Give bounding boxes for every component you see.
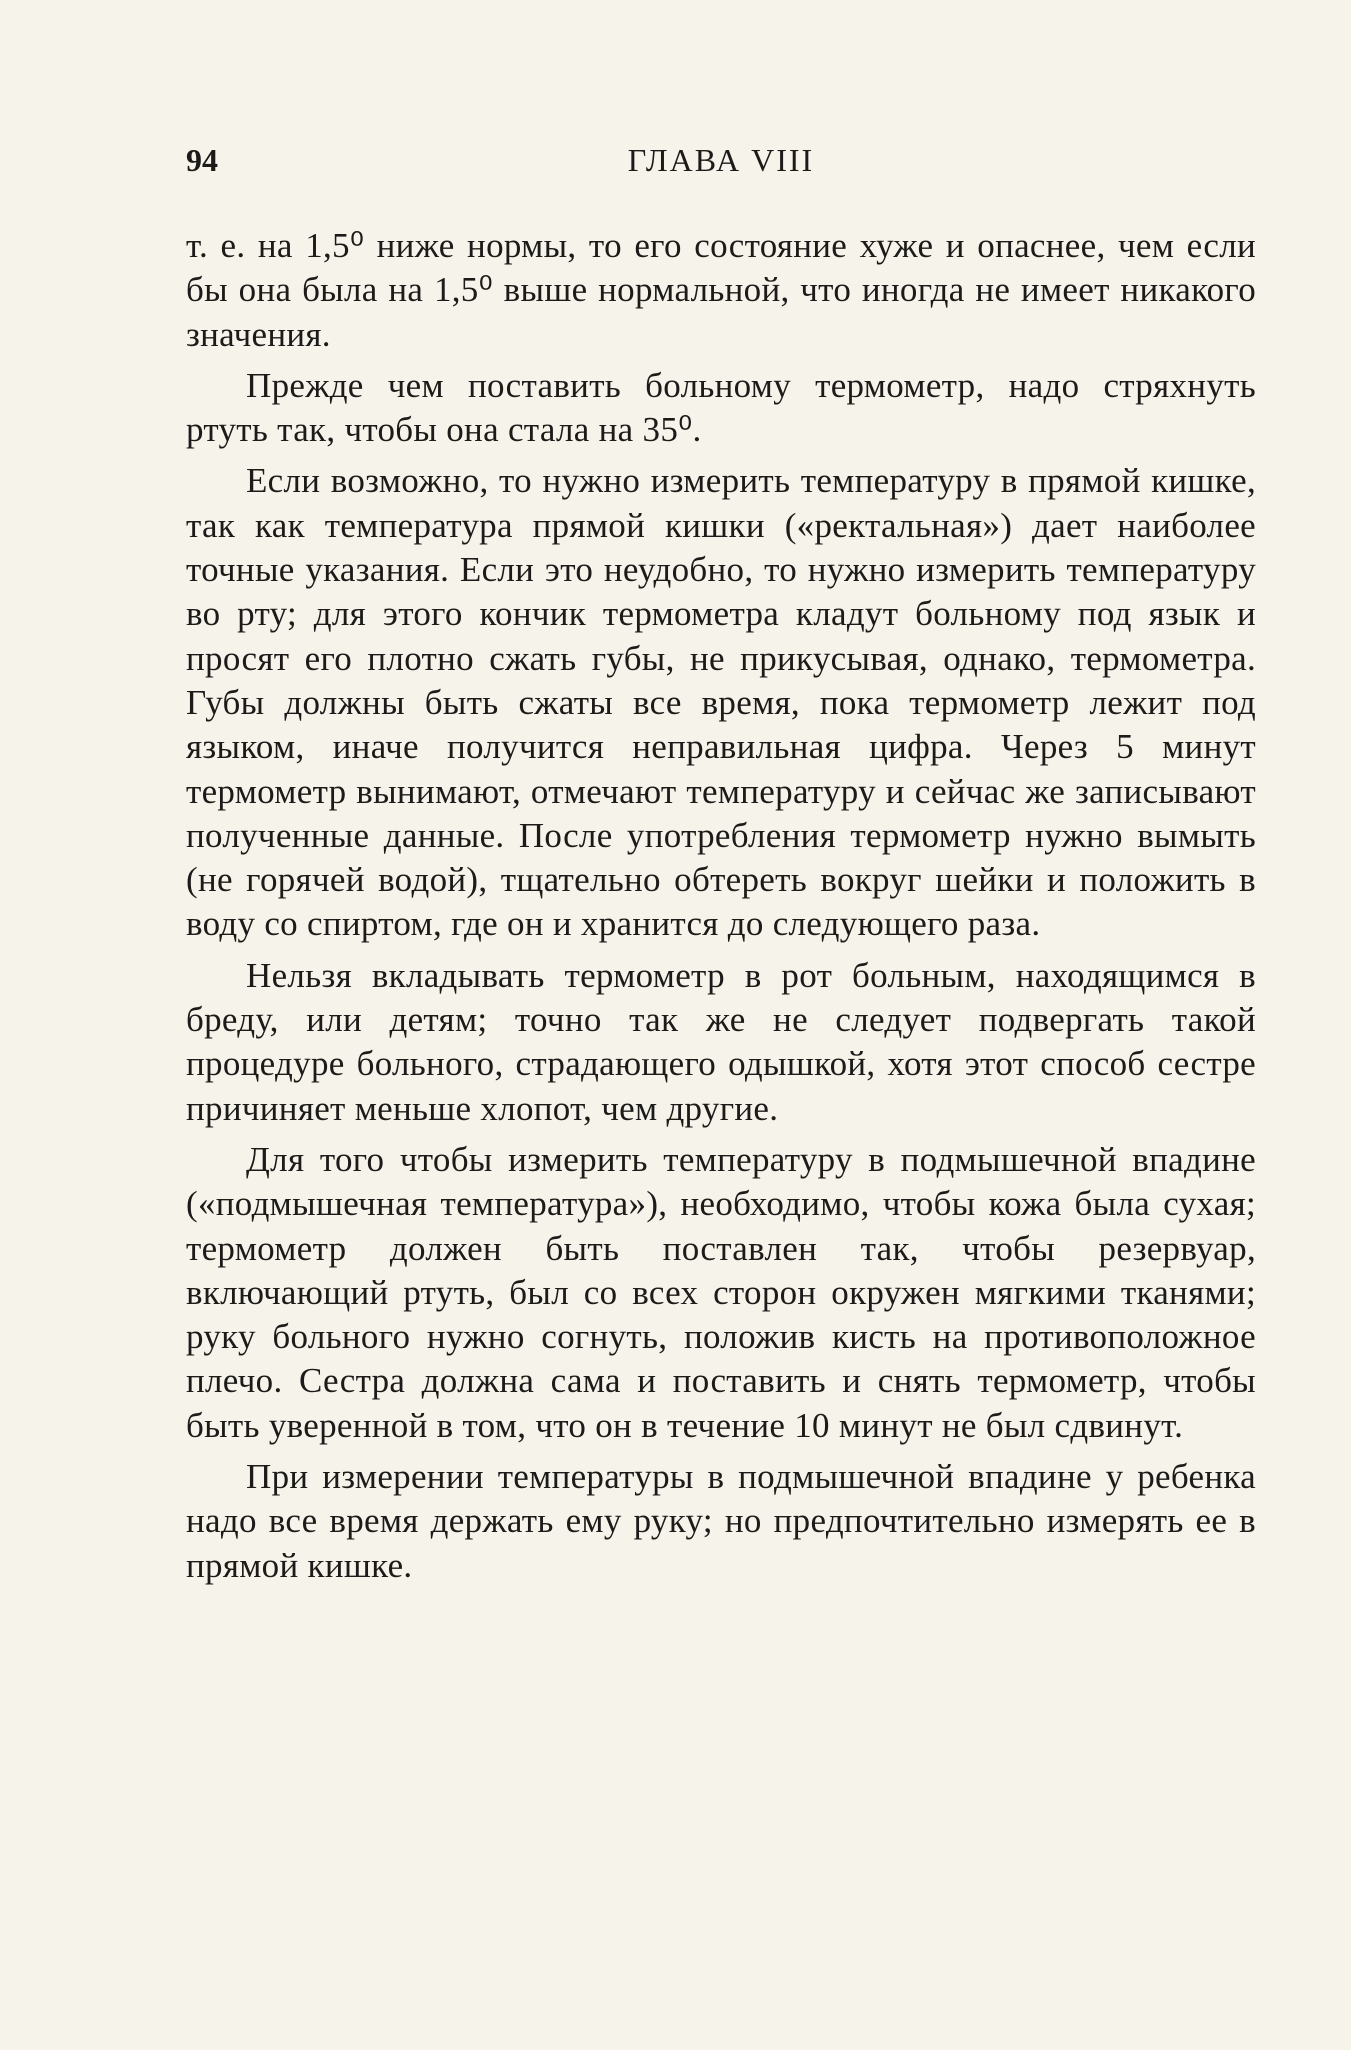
paragraph: Нельзя вкладывать термометр в рот больным, находящимся в бреду, или детям; точно так же не следует подвергать такой процедуре больного, страдающего одышкой, хотя этот способ сестре причиняет меньше хлопот, чем другие. xyxy=(186,955,1256,1128)
paragraph: При измерении температуры в подмышечной впадине у ребенка надо все время держать ему руку; но предпочтительно измерять ее в прямой кишке. xyxy=(186,1457,1256,1585)
paragraph: Для того чтобы измерить температуру в подмышечной впадине («подмышечная температура»), необходимо, чтобы кожа была сухая; термометр должен быть поставлен так, чтобы резервуар, включающий ртуть, был со всех сторон окружен мягкими тканями; руку больного нужно согнуть, положив кисть на противоположное плечо. Сестра должна сама и поставить и снять термометр, чтобы быть уверенной в том, что он в течение 10 минут не был сдвинут. xyxy=(186,1139,1256,1445)
page-header xyxy=(186,142,1256,192)
body-text xyxy=(186,224,1256,1595)
paragraph: т. е. на 1,5⁰ ниже нормы, то его состояние хуже и опаснее, чем если бы она была на 1,5⁰ выше нормальной, что иногда не имеет никакого значения. xyxy=(186,226,1256,354)
page-number: 94 xyxy=(186,142,218,178)
paragraph: Прежде чем поставить больному термометр, надо стряхнуть ртуть так, чтобы она стала на 35⁰. xyxy=(186,365,1256,450)
chapter-title: ГЛАВА VIII xyxy=(627,142,815,178)
paragraph: Если возможно, то нужно измерить температуру в прямой кишке, так как температура прямой кишки («ректальная») дает наиболее точные указания. Если это неудобно, то нужно измерить температуру во рту; для этого кончик термометра кладут больному под язык и просят его плотно сжать губы, не прикусывая, однако, термометра. Губы должны быть сжаты все время, пока термометр лежит под языком, иначе получится неправильная цифра. Через 5 минут термометр вынимают, отмечают температуру и сейчас же записывают полученные данные. После употребления термометр нужно вымыть (не горячей водой), тщательно обтереть вокруг шейки и положить в воду со спиртом, где он и хранится до следующего раза. xyxy=(186,461,1256,944)
